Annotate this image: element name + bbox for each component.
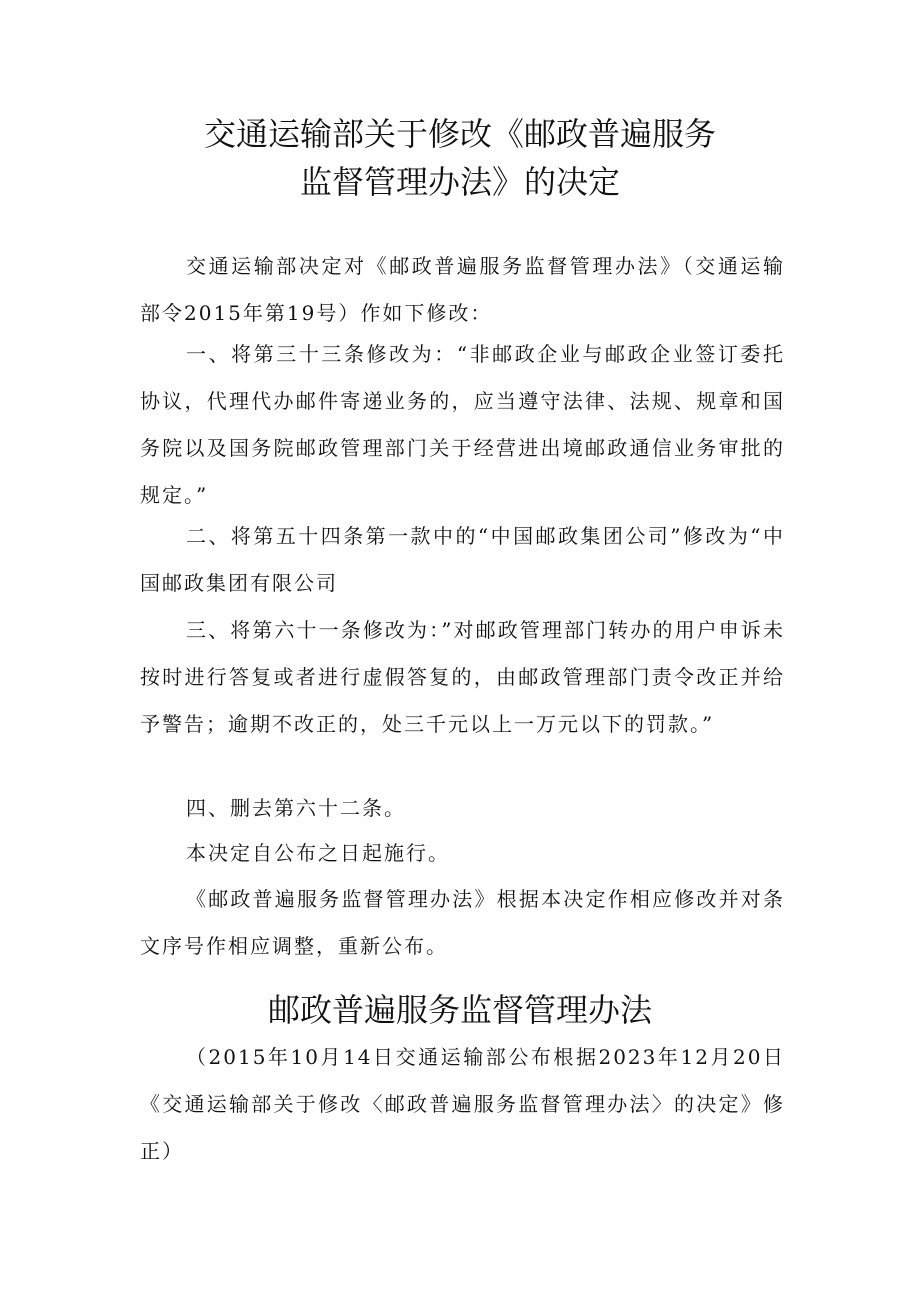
- amendment-item-2: 二、将第五十四条第一款中的“中国邮政集团公司”修改为“中国邮政集团有限公司: [140, 524, 785, 595]
- document-title-line-2: 监督管理办法》的决定: [299, 163, 620, 201]
- effective-date-text: 本决定自公布之日起施行。: [186, 841, 450, 865]
- revised-publication-text: 《邮政普遍服务监督管理办法》根据本决定作相应修改并对条文序号作相应调整，重新公布。: [140, 887, 785, 958]
- regulation-title: 邮政普遍服务监督管理办法: [267, 991, 652, 1029]
- regulation-publication-note: （2015年10月14日交通运输部公布根据2023年12月20日《交通运输部关于修改〈邮政普遍服务监督管理办法〉的决定》修正）: [140, 1045, 785, 1163]
- decision-intro: 交通运输部决定对《邮政普遍服务监督管理办法》（交通运输部令2015年第19号）作如下修改：: [140, 254, 785, 325]
- amendment-item-1: 一、将第三十三条修改为：“非邮政企业与邮政企业签订委托协议，代理代办邮件寄递业务的，应当遵守法律、法规、规章和国务院以及国务院邮政管理部门关于经营进出境邮政通信业务审批的规定。”: [140, 342, 785, 507]
- document-title-line-1: 交通运输部关于修改《邮政普遍服务: [203, 115, 716, 153]
- amendment-item-3: 三、将第六十一条修改为：”对邮政管理部门转办的用户申诉未按时进行答复或者进行虚假答复的，由邮政管理部门责令改正并给予警告；逾期不改正的，处三千元以上一万元以下的罚款。”: [140, 618, 785, 736]
- amendment-item-4: 四、删去第六十二条。: [186, 796, 406, 820]
